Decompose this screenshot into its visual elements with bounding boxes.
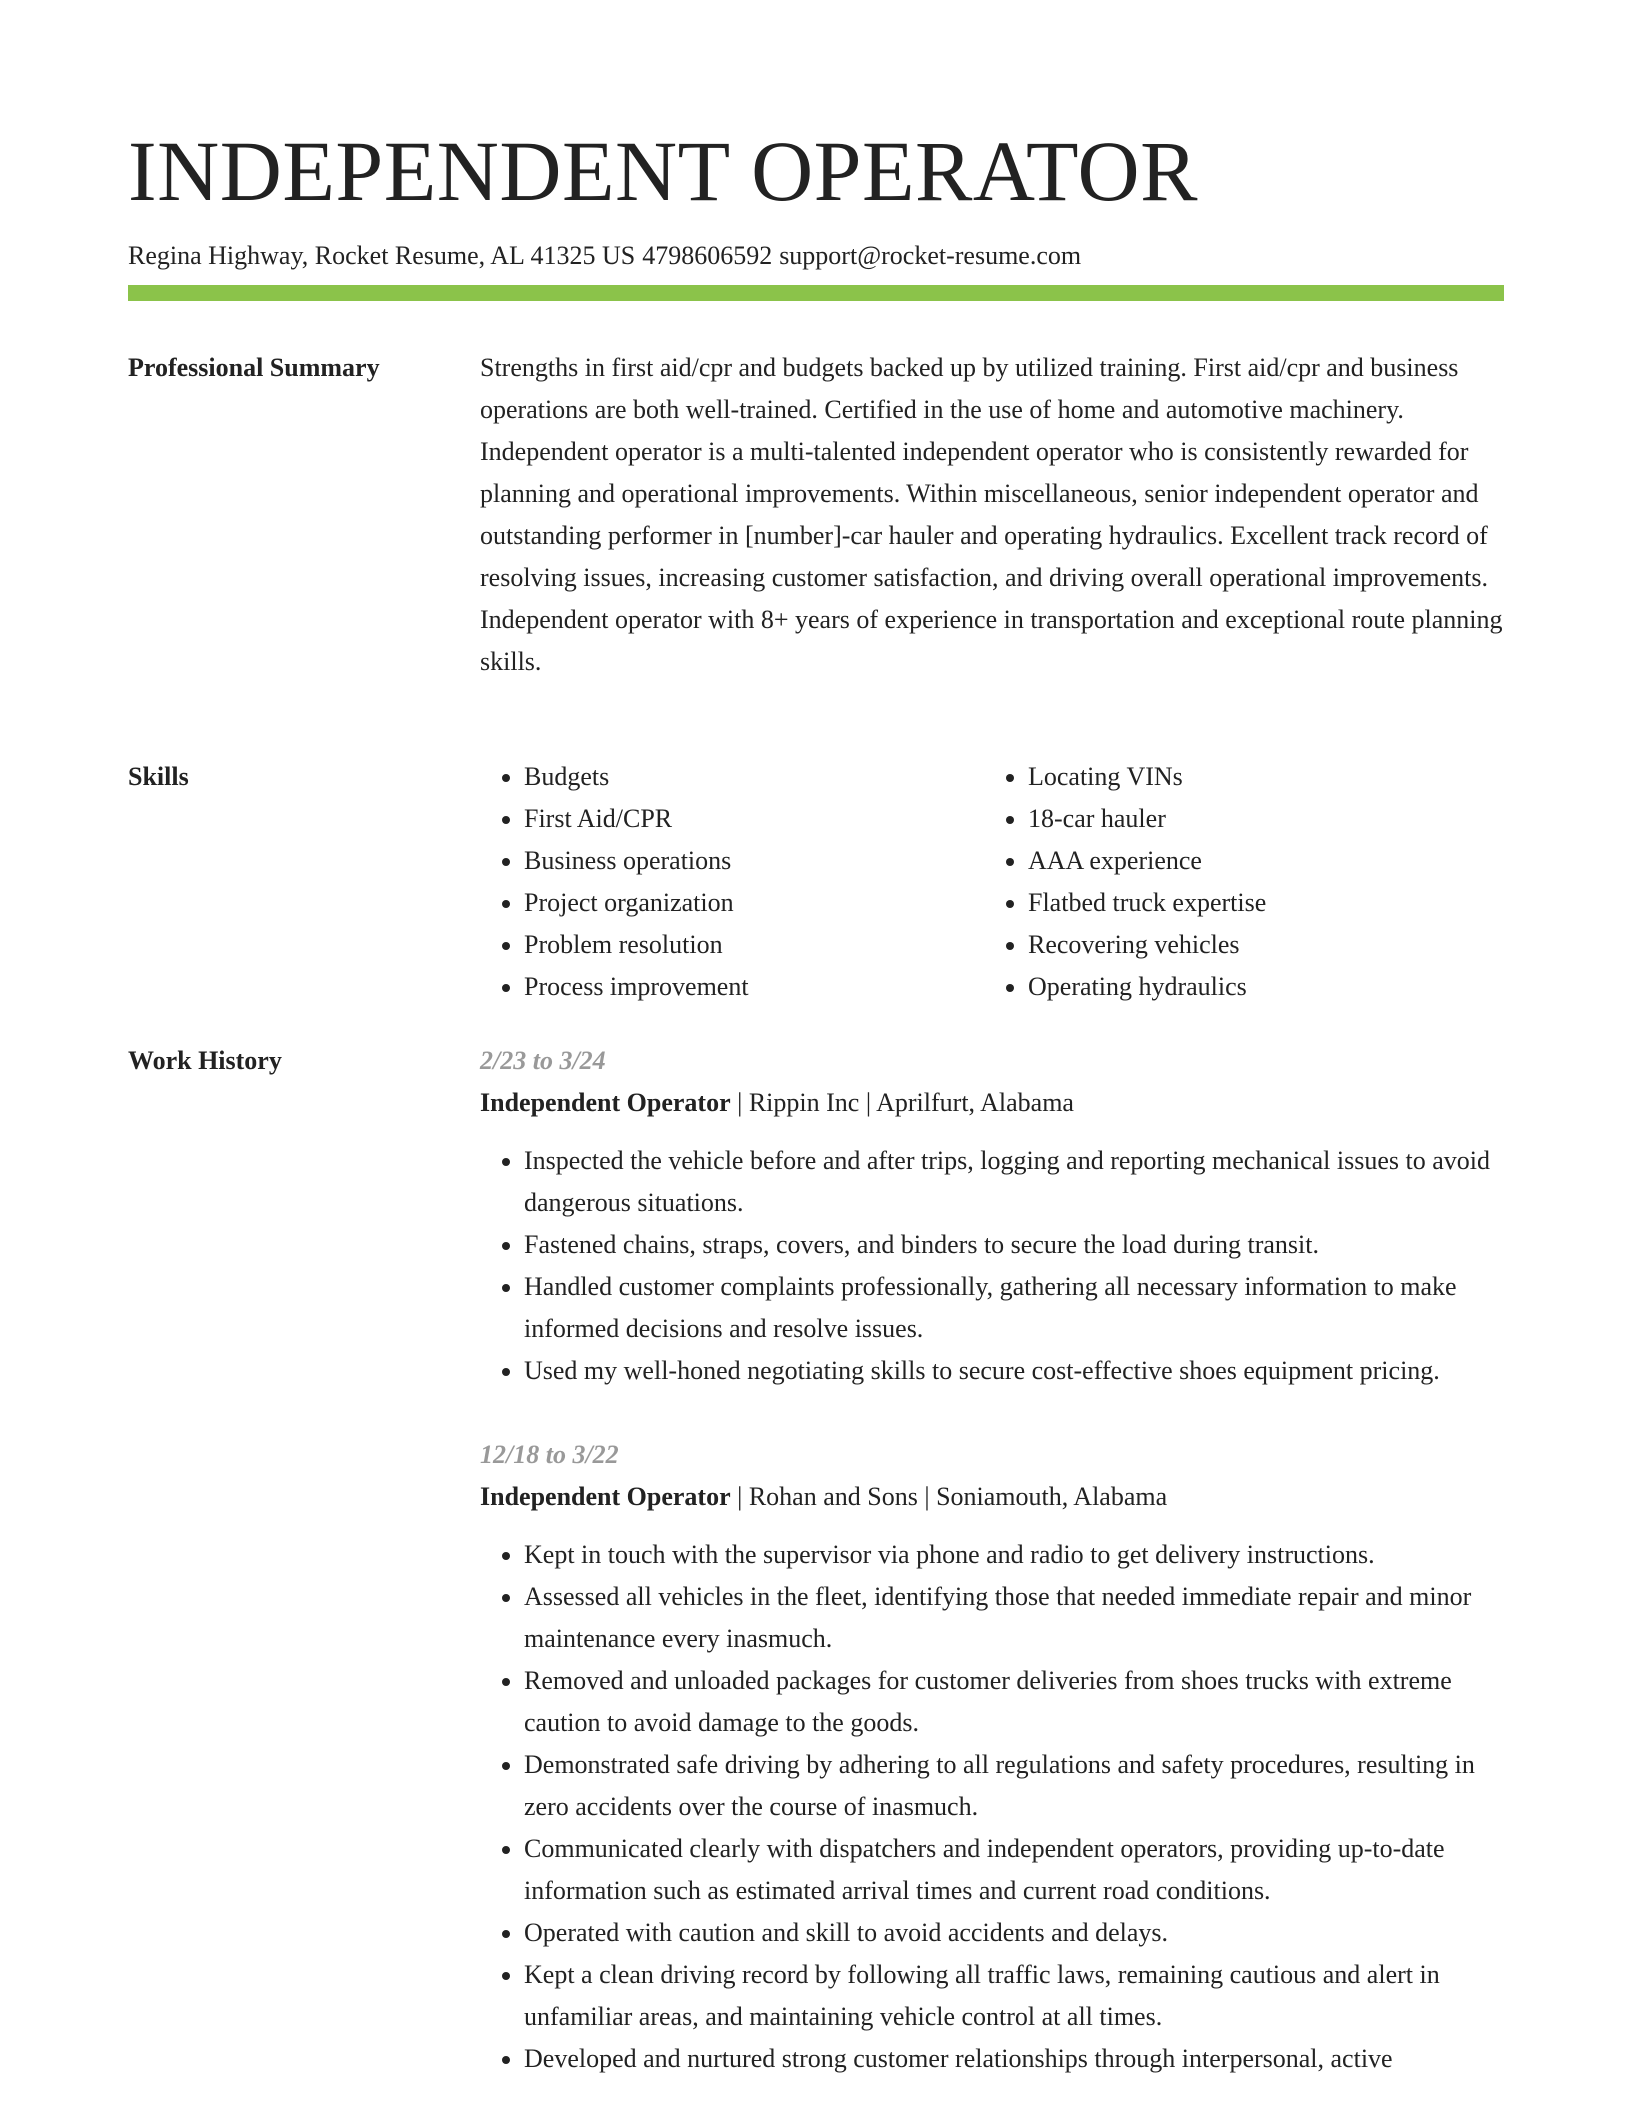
summary-section [128,347,1504,727]
skill-item: • Operating hydraulics [1028,966,1488,1008]
work-history-heading: Work History [128,1046,282,1075]
job-bullet: • Kept in touch with the supervisor via phone and radio to get delivery instructions. [524,1534,1504,1576]
job-bullet: • Fastened chains, straps, covers, and binders to secure the load during transit. [524,1224,1504,1266]
separator: | [924,1482,937,1511]
separator: | [737,1482,749,1511]
job-bullet: • Operated with caution and skill to avoid accidents and delays. [524,1912,1504,1954]
header-divider [128,285,1504,301]
work-history-section [128,1040,1504,2112]
contact-phone: 4798606592 [642,241,773,270]
separator: | [737,1088,749,1117]
skill-item: • Budgets [524,756,984,798]
skill-item: • Business operations [524,840,984,882]
skill-item: • Project organization [524,882,984,924]
skill-item: • Problem resolution [524,924,984,966]
job-dates: 2/23 to 3/24 [480,1046,606,1075]
candidate-name: INDEPENDENT OPERATOR [128,123,1198,219]
job-bullet: • Assessed all vehicles in the fleet, identifying those that needed immediate repair and minor maintenance every inasmuch. [524,1576,1504,1660]
summary-heading: Professional Summary [128,353,380,382]
job-entry [480,1434,1504,2080]
job-dates: 12/18 to 3/22 [480,1440,619,1469]
skills-section [128,756,1504,1026]
job-role-line [480,1476,1504,1518]
skills-heading: Skills [128,762,189,791]
job-bullet: • Used my well-honed negotiating skills to secure cost-effective shoes equipment pricing. [524,1350,1504,1392]
contact-address: Regina Highway, Rocket Resume, AL 41325 US [128,241,636,270]
job-bullet: • Kept a clean driving record by following all traffic laws, remaining cautious and alert in unfamiliar areas, and maintaining vehicle control at all times. [524,1954,1504,2038]
job-title: Independent Operator [480,1482,731,1511]
job-company: Rohan and Sons [748,1482,918,1511]
job-bullets [480,1140,1504,1392]
skill-item: • 18-car hauler [1028,798,1488,840]
job-bullet: • Inspected the vehicle before and after trips, logging and reporting mechanical issues to avoid dangerous situations. [524,1140,1504,1224]
skill-item: • First Aid/CPR [524,798,984,840]
contact-line [128,240,1504,272]
job-bullet: • Handled customer complaints professionally, gathering all necessary information to make informed decisions and resolve issues. [524,1266,1504,1350]
work-history-body [480,1040,1504,2080]
summary-body [480,347,1504,683]
job-company: Rippin Inc [748,1088,860,1117]
skill-item: • AAA experience [1028,840,1488,882]
job-title: Independent Operator [480,1088,731,1117]
job-bullet: • Communicated clearly with dispatchers and independent operators, providing up-to-date information such as estimated arrival times and current road conditions. [524,1828,1504,1912]
skill-item: • Flatbed truck expertise [1028,882,1488,924]
contact-email: support@rocket-resume.com [779,241,1082,270]
job-bullet: • Demonstrated safe driving by adhering to all regulations and safety procedures, resulting in zero accidents over the course of inasmuch. [524,1744,1504,1828]
summary-text: Strengths in first aid/cpr and budgets backed up by utilized training. First aid/cpr and business operations are both well-trained. Certified in the use of home and automotive machinery. Independent operator is a multi-talented independent operator who is consistently rewarded for planning and operational improvements. Within miscellaneous, senior independent operator and outstanding performer in [number]-car hauler and operating hydraulics. Excellent track record of resolving issues, increasing customer satisfaction, and driving overall operational improvements. Independent operator with 8+ years of experience in transportation and exceptional route planning skills. [480,353,1503,676]
skills-list-right [984,756,1488,1008]
skill-item: • Locating VINs [1028,756,1488,798]
skills-grid [480,756,1504,1008]
job-bullet: • Removed and unloaded packages for customer deliveries from shoes trucks with extreme caution to avoid damage to the goods. [524,1660,1504,1744]
job-location: Aprilfurt, Alabama [876,1088,1074,1117]
job-bullets [480,1534,1504,2080]
job-entry [480,1040,1504,1392]
skill-item: • Process improvement [524,966,984,1008]
skills-body [480,756,1504,1008]
job-location: Soniamouth, Alabama [936,1482,1168,1511]
job-role-line [480,1082,1504,1124]
skills-list-left [480,756,984,1008]
resume-header [128,118,1504,272]
job-bullet: • Developed and nurtured strong customer relationships through interpersonal, active [524,2038,1504,2080]
skill-item: • Recovering vehicles [1028,924,1488,966]
separator: | [865,1088,877,1117]
